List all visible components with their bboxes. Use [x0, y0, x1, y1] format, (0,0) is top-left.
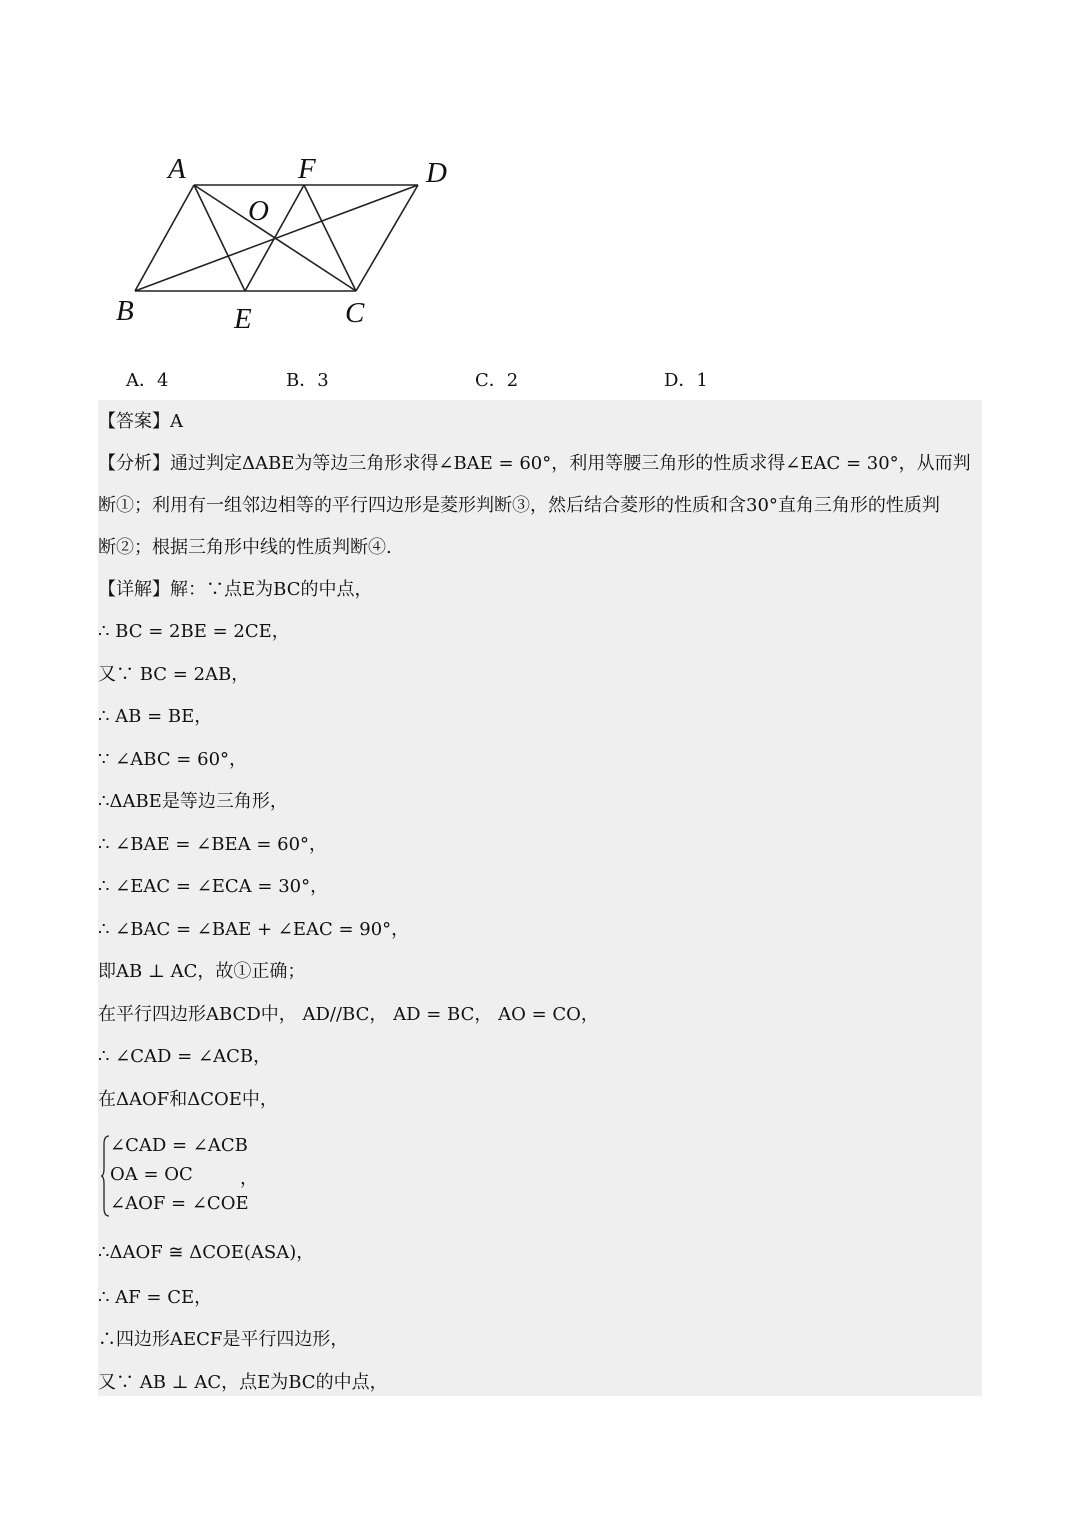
solution-line: 即AB ⊥ AC，故①正确；: [98, 961, 306, 982]
solution-line: 又∵ BC = 2AB，: [98, 664, 250, 685]
solution-line: ∴ ∠EAC = ∠ECA = 30°，: [98, 876, 329, 897]
option-c[interactable]: C．2: [475, 370, 519, 391]
solution-line: ∴ ∠BAE = ∠BEA = 60°，: [98, 834, 328, 855]
answer-options: [0, 366, 1080, 392]
answer-line: 【答案】A: [98, 411, 183, 432]
label-e: E: [234, 303, 252, 335]
analysis-line: 断②；根据三角形中线的性质判断④.: [98, 537, 392, 558]
label-b: B: [116, 295, 134, 327]
segment-dc: [356, 185, 418, 291]
solution-line: 又∵ AB ⊥ AC，点E为BC的中点，: [98, 1372, 388, 1393]
analysis-line: 【分析】通过判定ΔABE为等边三角形求得∠BAE = 60°，利用等腰三角形的性质求得∠EAC = 30°，从而判: [98, 453, 971, 474]
solution-line: ∵ ∠ABC = 60°，: [98, 749, 248, 770]
parallelogram-figure: [100, 140, 480, 350]
label-o: O: [248, 195, 269, 227]
equation: OA = OC: [110, 1164, 193, 1185]
solution-line: 在ΔAOF和ΔCOE中，: [98, 1089, 278, 1110]
solution-line: ∴ BC = 2BE = 2CE，: [98, 621, 290, 642]
solution-line: ∴ AB = BE，: [98, 706, 213, 727]
system-comma: ，: [240, 1168, 258, 1189]
label-a: A: [168, 153, 186, 185]
solution-line: ∴ΔAOF ≅ ΔCOE(ASA)，: [98, 1242, 315, 1263]
equation: ∠AOF = ∠COE: [110, 1193, 249, 1214]
solution-line: 【详解】解：∵点E为BC的中点，: [98, 579, 373, 600]
solution-line: 在平行四边形ABCD中， AD//BC， AD = BC， AO = CO，: [98, 1004, 599, 1025]
label-f: F: [298, 153, 316, 185]
segment-ba: [135, 185, 194, 291]
option-d[interactable]: D．1: [664, 370, 708, 391]
solution-line: ∴ AF = CE，: [98, 1287, 213, 1308]
solution-line: ∴ ∠BAC = ∠BAE + ∠EAC = 90°，: [98, 919, 410, 940]
option-a[interactable]: A．4: [126, 370, 169, 391]
label-d: D: [426, 157, 447, 189]
solution-line: ∴ΔABE是等边三角形，: [98, 791, 288, 812]
equation-system: [98, 1134, 398, 1218]
analysis-line: 断①；利用有一组邻边相等的平行四边形是菱形判断③，然后结合菱形的性质和含30°直角三角形的性质判: [98, 495, 940, 516]
left-brace-icon: [100, 1134, 110, 1218]
solution-line: ∴四边形AECF是平行四边形，: [98, 1329, 349, 1350]
segment-bd: [135, 185, 418, 291]
option-b[interactable]: B．3: [286, 370, 329, 391]
solution-line: ∴ ∠CAD = ∠ACB，: [98, 1046, 272, 1067]
equation: ∠CAD = ∠ACB: [110, 1135, 248, 1156]
label-c: C: [345, 297, 365, 329]
segment-fc: [304, 185, 356, 291]
solution-panel: [98, 400, 982, 1396]
